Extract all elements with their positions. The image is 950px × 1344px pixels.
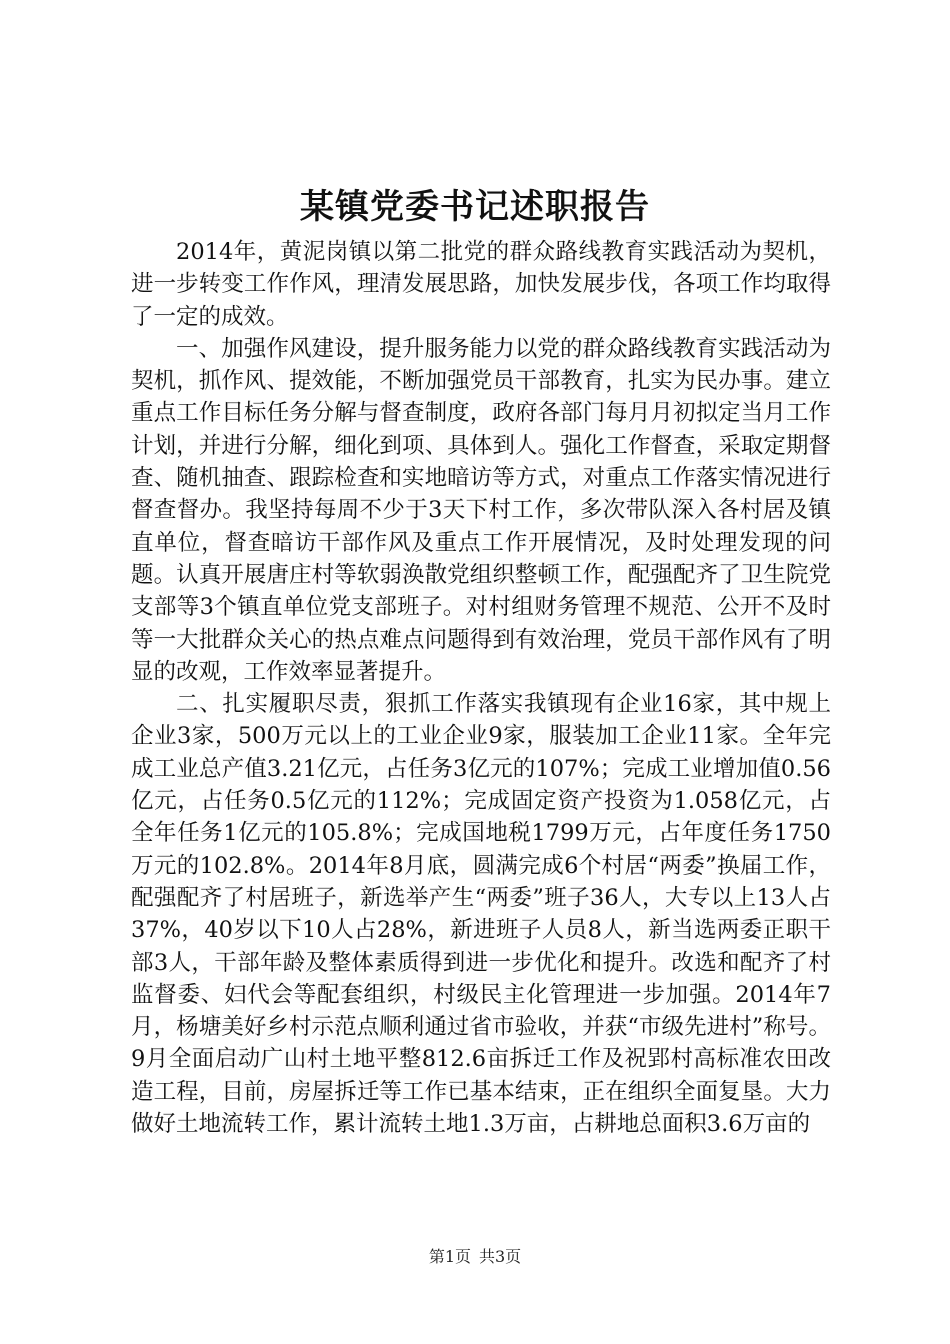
intro-paragraph: 2014年，黄泥岗镇以第二批党的群众路线教育实践活动为契机，进一步转变工作作风，理清发展思路，加快发展步伐，各项工作均取得了一定的成效。	[131, 239, 831, 330]
page-footer	[0, 1246, 950, 1268]
section-one-paragraph: 一、加强作风建设，提升服务能力以党的群众路线教育实践活动为契机，抓作风、提效能，不断加强党员干部教育，扎实为民办事。建立重点工作目标任务分解与督查制度，政府各部门每月月初拟定当月工作计划，并进行分解，细化到项、具体到人。强化工作督查，采取定期督查、随机抽查、跟踪检查和实地暗访等方式，对重点工作落实情况进行督查督办。我坚持每周不少于3天下村工作，多次带队深入各村居及镇直单位，督查暗访干部作风及重点工作开展情况，及时处理发现的问题。认真开展唐庄村等软弱涣散党组织整顿工作，配强配齐了卫生院党支部等3个镇直单位党支部班子。对村组财务管理不规范、公开不及时等一大批群众关心的热点难点问题得到有效治理，党员干部作风有了明显的改观，工作效率显著提升。	[131, 335, 831, 685]
document-body	[131, 236, 831, 1140]
page-number: 第1页	[428, 1247, 471, 1266]
page-total: 共3页	[479, 1247, 522, 1266]
document-title: 某镇党委书记述职报告	[300, 187, 650, 227]
section-two-paragraph: 二、扎实履职尽责，狠抓工作落实我镇现有企业16家，其中规上企业3家，500万元以上的工业企业9家，服装加工企业11家。全年完成工业总产值3.21亿元，占任务3亿元的107%；完成工业增加值0.56亿元，占任务0.5亿元的112%；完成固定资产投资为1.058亿元，占全年任务1亿元的105.8%；完成国地税1799万元，占年度任务1750万元的102.8%。2014年8月底，圆满完成6个村居“两委”换届工作，配强配齐了村居班子，新选举产生“两委”班子36人，大专以上13人占37%，40岁以下10人占28%，新进班子人员8人，新当选两委正职干部3人，干部年龄及整体素质得到进一步优化和提升。改选和配齐了村监督委、妇代会等配套组织，村级民主化管理进一步加强。2014年7月，杨塘美好乡村示范点顺利通过省市验收，并获“市级先进村”称号。9月全面启动广山村土地平整812.6亩拆迁工作及祝郢村高标准农田改造工程，目前，房屋拆迁等工作已基本结束，正在组织全面复垦。大力做好土地流转工作，累计流转土地1.3万亩，占耕地总面积3.6万亩的	[131, 691, 831, 1138]
